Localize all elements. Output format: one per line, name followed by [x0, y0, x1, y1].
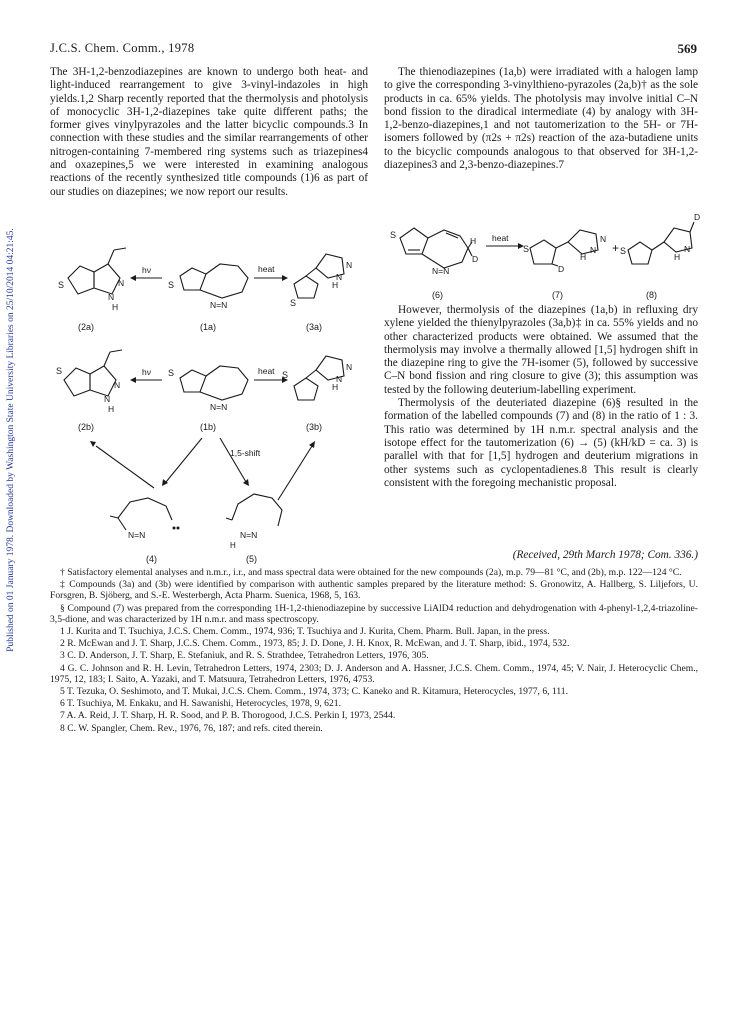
journal-header: J.C.S. Chem. Comm., 1978 — [50, 41, 195, 55]
svg-text:H: H — [674, 252, 681, 262]
svg-text:S: S — [290, 298, 297, 308]
deuterium-scheme — [384, 208, 701, 304]
svg-text:(7): (7) — [552, 290, 563, 300]
svg-text:S: S — [58, 280, 65, 290]
reference: 6 T. Tsuchiya, M. Enkaku, and H. Sawanishi, Heterocycles, 1978, 9, 621. — [60, 698, 341, 710]
svg-text:N: N — [590, 245, 597, 255]
svg-text:heat: heat — [258, 366, 275, 376]
svg-text:(2b): (2b) — [78, 422, 95, 432]
svg-text:N=N: N=N — [210, 300, 228, 310]
svg-text:S: S — [168, 280, 175, 290]
svg-text:(3b): (3b) — [306, 422, 323, 432]
svg-text:N: N — [108, 292, 115, 302]
svg-text:N=N: N=N — [240, 530, 258, 540]
svg-text:N: N — [118, 278, 125, 288]
svg-text:hν: hν — [142, 367, 151, 377]
svg-text:H: H — [112, 302, 119, 312]
svg-text:(2a): (2a) — [78, 322, 95, 332]
svg-text:N=N: N=N — [432, 266, 450, 276]
svg-text:N: N — [346, 362, 353, 372]
svg-text:N: N — [684, 244, 691, 254]
svg-text:(3a): (3a) — [306, 322, 323, 332]
page-number: 569 — [677, 41, 697, 56]
reference: 1 J. Kurita and T. Tsuchiya, J.C.S. Chem. Comm., 1974, 936; T. Tsuchiya and J. Kurita, Chem. Pharm. Bull. Japan, in the press. — [60, 626, 550, 638]
footnote: † Satisfactory elemental analyses and n.m.r., i.r., and mass spectral data were obtained for the new compounds (2a), m.p. 79—81 °C, and (2b), m.p. 122—124 °C. — [60, 567, 682, 578]
svg-text:S: S — [56, 366, 63, 376]
svg-text:heat: heat — [492, 233, 509, 243]
svg-text:N: N — [346, 260, 353, 270]
reference: 8 C. W. Spangler, Chem. Rev., 1976, 76, 187; and refs. cited therein. — [60, 722, 323, 734]
svg-text:S: S — [620, 246, 627, 256]
reference: 2 R. McEwan and J. T. Sharp, J.C.S. Chem. Comm., 1973, 85; J. D. Done, J. H. Knox, R. McEwan, and J. T. Sharp, ibid., 1974, 532. — [60, 638, 570, 650]
svg-text:+: + — [612, 241, 620, 255]
svg-text:(4): (4) — [146, 554, 157, 564]
svg-text:(1a): (1a) — [200, 322, 217, 332]
svg-text:H: H — [230, 541, 236, 550]
reference: 4 G. C. Johnson and R. H. Levin, Tetrahedron Letters, 1974, 2303; D. J. Anderson and A. Hassner, J.C.S. Chem. Comm., 1974, 45; V. Nair, J. Heterocyclic Chem., 1975, 12, 183; I. Saito, A. Yazaki, and T. Matsuura, Tetrahedron Letters, 1976, 4753. — [50, 662, 698, 685]
svg-text:D: D — [558, 264, 565, 274]
svg-text:D: D — [472, 254, 479, 264]
reference: 7 A. A. Reid, J. T. Sharp, H. R. Sood, and P. B. Thorogood, J.C.S. Perkin I, 1973, 2544. — [60, 710, 396, 722]
received-date: (Received, 29th March 1978; Com. 336.) — [512, 549, 698, 561]
svg-text:heat: heat — [258, 264, 275, 274]
reference: 3 C. D. Anderson, J. T. Sharp, E. Stefaniuk, and R. S. Strathdee, Tetrahedron Letters, 1976, 305. — [60, 650, 429, 662]
svg-text:H: H — [332, 382, 339, 392]
svg-text:N=N: N=N — [128, 530, 146, 540]
svg-text:H: H — [332, 280, 339, 290]
photolysis-paragraph: The thienodiazepines (1a,b) were irradiated with a halogen lamp to give the corresponding 3-vinylthieno-pyrazoles (2a,b)† as the sole products in ca. 65% yields. The photolysis may involve initial C–N bond fission to the diradical intermediate (4) by analogy with 3H-1,2-benzo-diazepines,1 and not tautomerization to the 5H- or 7H-isomers followed by (π2s + π2s) reaction of the aza-butadiene units to the bicyclic compounds analogous to that observed for 3H-1,2-diazepines3 and 2,3-benzo-diazepines.7 — [384, 66, 698, 172]
thermolysis-paragraphs: However, thermolysis of the diazepines (1a,b) in refluxing dry xylene yielded the thienylpyrazoles (3a,b)‡ in ca. 55% yields and no other characterized products were obtained. We assumed that the thermolysis may involve a thermally allowed [1,5] hydrogen shift in the diazepine ring to give the 7H-isomer (5), followed by successive C–N bond fission and ring closure to give (3); this assumption was tested by the following deuterium-labelling experiment. Thermolysis of the deuteriated diazepine (6)§ resulted in the formation of the labelled compounds (7) and (8) in the ratio of 1 : 3. This ratio was determined by 1H n.m.r. spectral analysis and the isotope effect for the tautomerization (6) → (5) (kH/kD = ca. 3) is parallel with that for [1,5] hydrogen and deuterium migrations in other systems such as cyclopentadienes.8 This result is clearly consistent with the foregoing mechanistic proposal. — [384, 304, 698, 489]
svg-text:(1b): (1b) — [200, 422, 217, 432]
svg-text:hν: hν — [142, 265, 151, 275]
svg-text:S: S — [282, 370, 289, 380]
footnotes — [50, 567, 698, 735]
svg-text:H: H — [108, 404, 115, 414]
svg-text:N: N — [600, 234, 607, 244]
footnote: ‡ Compounds (3a) and (3b) were identified by comparison with authentic samples prepared by the literature method: S. Gronowitz, A. Hallberg, S. Liljefors, U. Forsgren, B. Sjöberg, and S.-E. Westerbergh, Acta Pharm. Suenica, 1968, 5, 163. — [50, 579, 698, 602]
svg-text:N: N — [104, 394, 111, 404]
svg-text:(5): (5) — [246, 554, 257, 564]
svg-text:D: D — [694, 212, 701, 222]
svg-text:N: N — [336, 272, 343, 282]
reference: 5 T. Tezuka, O. Seshimoto, and T. Mukai, J.C.S. Chem. Comm., 1974, 373; C. Kaneko and R. Kitamura, Heterocycles, 1977, 6, 111. — [60, 686, 569, 698]
svg-text:(6): (6) — [432, 290, 443, 300]
svg-text:N: N — [336, 374, 343, 384]
svg-text:(8): (8) — [646, 290, 657, 300]
footnote: § Compound (7) was prepared from the corresponding 1H-1,2-thienodiazepine by successive LiAlD4 reduction and dehydrogenation with 4-phenyl-1,2,4-triazoline-3,5-dione, and was characterized by 1H n.m.r. and mass spectroscopy. — [50, 602, 698, 625]
svg-text:H: H — [470, 236, 477, 246]
reaction-scheme — [50, 238, 368, 568]
download-watermark: Published on 01 January 1978. Downloaded by Washington State University Libraries on 25/10/2014 04:21:45. — [6, 228, 16, 652]
svg-text:1,5-shift: 1,5-shift — [230, 448, 261, 458]
svg-text:S: S — [390, 230, 397, 240]
intro-paragraph: The 3H-1,2-benzodiazepines are known to undergo both heat- and light-induced rearrangement to give 3-vinyl-indazoles in high yields.1,2 Sharp recently reported that the thermolysis and photolysis of monocyclic 3H-1,2-diazepines take quite different paths; the former gives vinylpyrazoles and the latter bicyclic compounds.3 In connection with these studies and the similar rearrangements of other nitrogen-containing 7-membered ring systems such as triazepines4 and oxazepines,5 we were interested in examining analogous reactions of the recently synthesized title compounds (1)6 as part of our studies on diazepines; we now report our results. — [50, 66, 368, 198]
svg-text:S: S — [168, 368, 175, 378]
svg-text:N=N: N=N — [210, 402, 228, 412]
svg-text:N: N — [114, 380, 121, 390]
svg-text:S: S — [523, 244, 530, 254]
svg-text:H: H — [580, 252, 587, 262]
